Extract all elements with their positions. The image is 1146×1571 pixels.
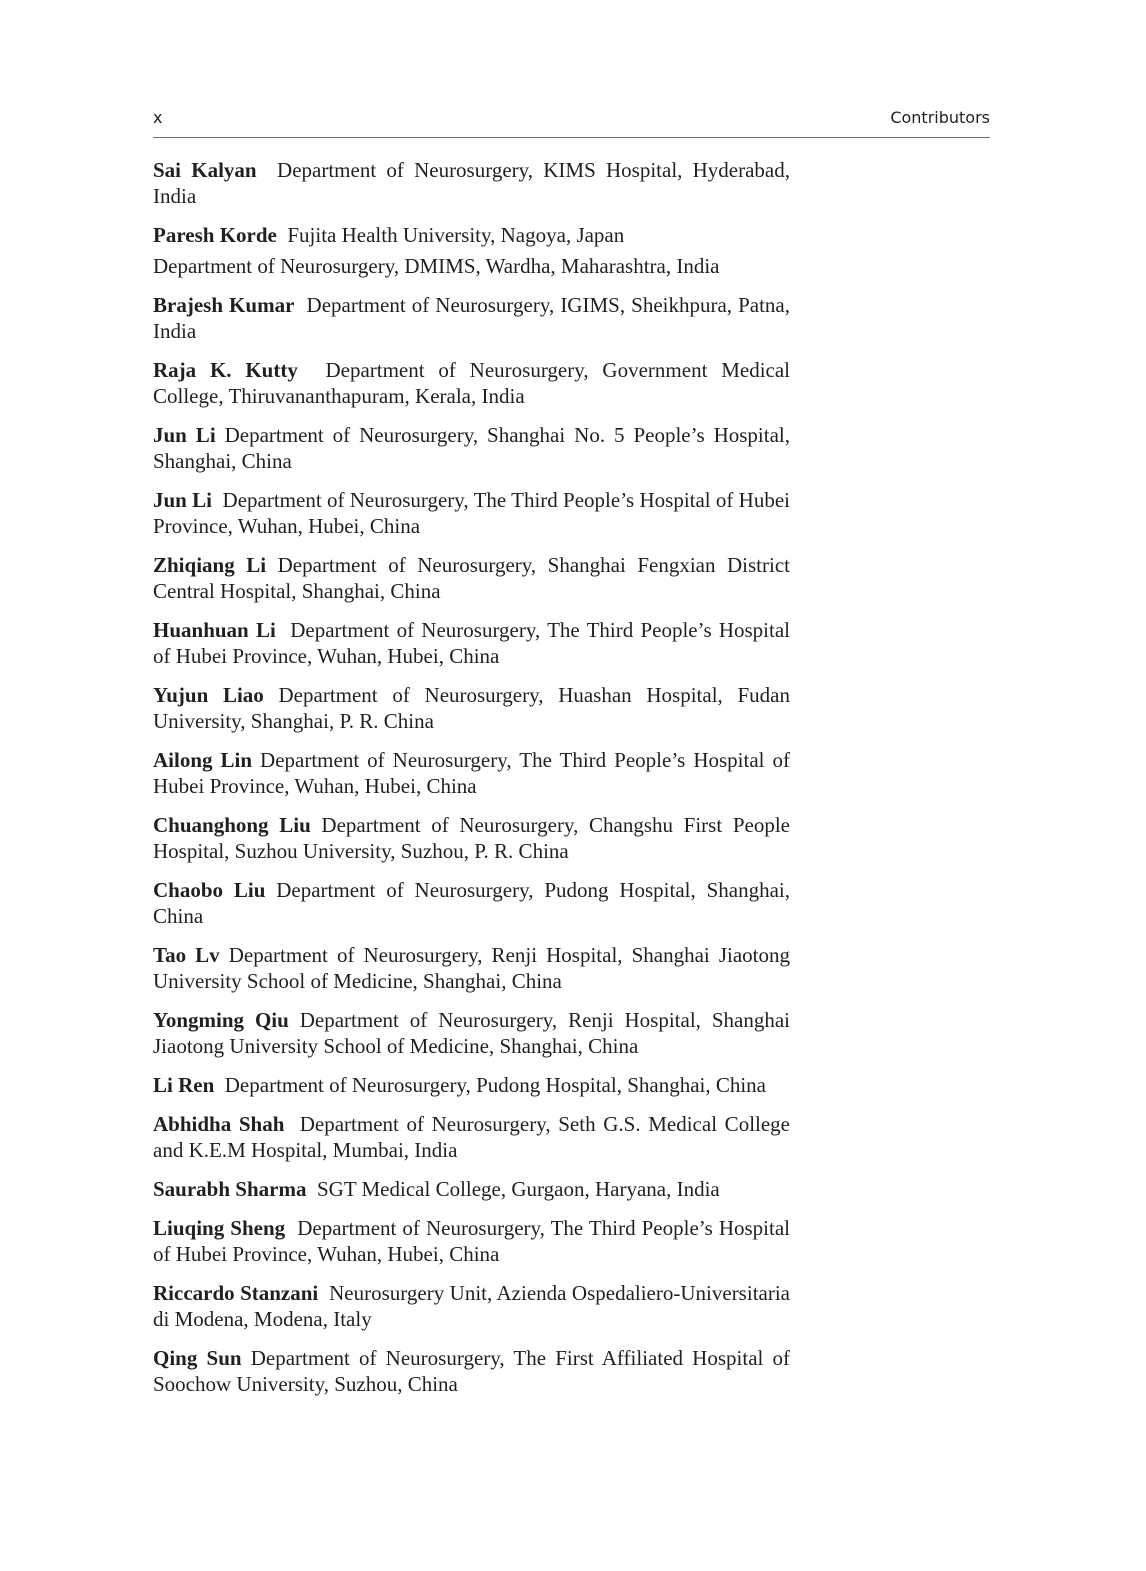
contributor-entry (153, 942, 790, 994)
running-title: Contributors (890, 108, 990, 127)
contributor-affiliation: Department of Neurosurgery, Shanghai No. 5 People’s Hospital, Shanghai, China (153, 423, 790, 473)
running-head (153, 106, 990, 132)
contributor-affiliation: Department of Neurosurgery, The First Affiliated Hospital of Soochow University, Suzhou, China (153, 1346, 791, 1396)
header-rule (153, 137, 990, 138)
contributor-name: Sai Kalyan (153, 158, 257, 182)
contributor-entry (153, 552, 790, 604)
contributor-name: Tao Lv (153, 943, 220, 967)
contributor-entry (153, 1111, 790, 1163)
contributor-entry (153, 422, 790, 474)
contributor-name: Liuqing Sheng (153, 1216, 286, 1240)
contributor-entry (153, 157, 790, 209)
contributor-name: Riccardo Stanzani (153, 1281, 319, 1305)
page-number: x (153, 108, 163, 127)
contributor-affiliation: Department of Neurosurgery, Pudong Hospital, Shanghai, China (224, 1073, 767, 1097)
contributor-entry (153, 222, 790, 279)
contributor-list (153, 157, 790, 1410)
contributor-affiliation: Fujita Health University, Nagoya, Japan (287, 223, 625, 247)
contributor-affiliation: Department of Neurosurgery, Shanghai Fengxian District Central Hospital, Shanghai, China (153, 553, 790, 603)
contributor-affiliation: Department of Neurosurgery, Pudong Hospital, Shanghai, China (153, 878, 790, 928)
contributor-name: Brajesh Kumar (153, 293, 295, 317)
contributor-name: Huanhuan Li (153, 618, 276, 642)
contributor-affiliation: Department of Neurosurgery, The Third People’s Hospital of Hubei Province, Wuhan, Hubei, China (153, 488, 791, 538)
contributor-name: Saurabh Sharma (153, 1177, 307, 1201)
contributor-affiliation: Department of Neurosurgery, The Third People’s Hospital of Hubei Province, Wuhan, Hubei, China (153, 1216, 790, 1266)
contributor-affiliation: Department of Neurosurgery, Government Medical College, Thiruvananthapuram, Kerala, India (153, 358, 791, 408)
contributor-name: Yujun Liao (153, 683, 264, 707)
contributor-entry (153, 682, 790, 734)
contributor-entry (153, 1280, 790, 1332)
contributor-name: Jun Li (153, 423, 216, 447)
contributor-name: Paresh Korde (153, 223, 277, 247)
contributor-affiliation: Department of Neurosurgery, IGIMS, Sheikhpura, Patna, India (153, 293, 791, 343)
contributor-name: Raja K. Kutty (153, 358, 298, 382)
contributor-name: Li Ren (153, 1073, 215, 1097)
contributor-entry (153, 1215, 790, 1267)
contributor-entry (153, 1007, 790, 1059)
contributor-entry (153, 812, 790, 864)
contributor-entry (153, 487, 790, 539)
contributor-entry (153, 747, 790, 799)
contributor-entry (153, 1176, 790, 1202)
contributor-entry (153, 1072, 790, 1098)
contributor-affiliation: Department of Neurosurgery, Renji Hospital, Shanghai Jiaotong University School of Medicine, Shanghai, China (153, 943, 791, 993)
contributor-affiliation: Neurosurgery Unit, Azienda Ospedaliero-Universitaria di Modena, Modena, Italy (153, 1281, 790, 1331)
contributor-affiliation: Department of Neurosurgery, The Third People’s Hospital of Hubei Province, Wuhan, Hubei, China (153, 618, 790, 668)
contributor-affiliation: Department of Neurosurgery, Renji Hospital, Shanghai Jiaotong University School of Medicine, Shanghai, China (153, 1008, 791, 1058)
contributor-entry (153, 877, 790, 929)
contributor-affiliation: Department of Neurosurgery, Changshu First People Hospital, Suzhou University, Suzhou, P. R. China (153, 813, 790, 863)
contributor-name: Chuanghong Liu (153, 813, 311, 837)
contributor-affiliation: Department of Neurosurgery, Huashan Hospital, Fudan University, Shanghai, P. R. China (153, 683, 790, 733)
contributor-name: Abhidha Shah (153, 1112, 285, 1136)
contributor-entry (153, 292, 790, 344)
contributor-entry (153, 357, 790, 409)
contributor-affiliation-secondary: Department of Neurosurgery, DMIMS, Wardha, Maharashtra, India (153, 254, 720, 278)
contributor-name: Zhiqiang Li (153, 553, 267, 577)
contributor-affiliation: Department of Neurosurgery, Seth G.S. Medical College and K.E.M Hospital, Mumbai, India (153, 1112, 790, 1162)
contributor-name: Ailong Lin (153, 748, 253, 772)
contributor-entry (153, 1345, 790, 1397)
contributor-affiliation: SGT Medical College, Gurgaon, Haryana, India (316, 1177, 720, 1201)
contributor-name: Jun Li (153, 488, 212, 512)
contributor-affiliation: Department of Neurosurgery, KIMS Hospital, Hyderabad, India (153, 158, 790, 208)
contributor-name: Qing Sun (153, 1346, 242, 1370)
contributor-entry (153, 617, 790, 669)
contributor-name: Yongming Qiu (153, 1008, 289, 1032)
contributor-name: Chaobo Liu (153, 878, 266, 902)
contributor-affiliation: Department of Neurosurgery, The Third People’s Hospital of Hubei Province, Wuhan, Hubei, China (153, 748, 790, 798)
